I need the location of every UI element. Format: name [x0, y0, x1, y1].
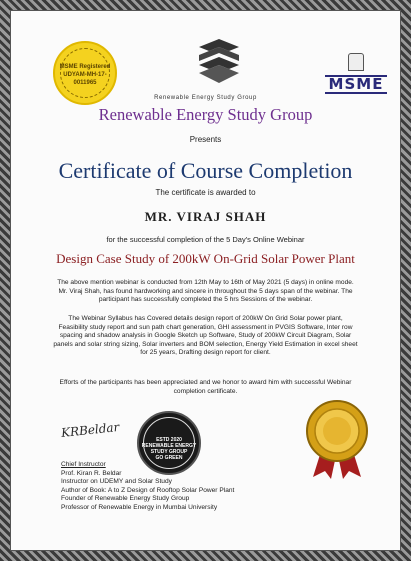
instructor-line: Author of Book: A to Z Design of Rooftop Solar Power Plant	[61, 486, 235, 494]
stamp-top-text: ESTD 2020	[156, 437, 182, 443]
logo-caption: Renewable Energy Study Group	[154, 95, 257, 101]
instructor-signature: KRBeldar	[60, 419, 120, 441]
gold-medal-icon	[299, 399, 375, 479]
seal-number: UDYAM-MH-17-0011965	[63, 72, 107, 86]
presents-text: Presents	[189, 135, 222, 144]
instructor-details	[61, 461, 234, 513]
certificate-panel	[10, 10, 401, 551]
msme-logo	[325, 53, 387, 101]
organization-name: Renewable Energy Study Group	[98, 105, 313, 124]
instructor-line: Founder of Renewable Energy Study Group	[61, 495, 190, 503]
emblem-icon	[348, 53, 364, 71]
seal-label: MSME Registered	[59, 64, 111, 70]
recipient-name: MR. VIRAJ SHAH	[144, 209, 267, 224]
completion-text: for the successful completion of the 5 Day's Online Webinar	[106, 235, 305, 244]
stamp-mid-text: RENEWABLE ENERGY STUDY GROUP	[141, 443, 197, 455]
instructor-line: Prof. Kiran R. Beldar	[61, 469, 122, 477]
study-group-logo	[191, 37, 247, 85]
syllabus-paragraph: The Webinar Syllabus has Covered details design report of 200kW On Grid Solar power plant, Feasibility study report and sun path chart generation, GHI assessment in PVGIS Software, Inter row spacing and shadow analysis in Google Sketch up Software, Study of 200kW Circuit Diagram, Solar panels and solar string sizing, Solar inverters and BOM selection, Energy Yield Estimation in excel sheet for 25 years, Drafting design report for client.	[53, 315, 358, 357]
certificate-content	[23, 23, 388, 538]
certificate-title: Certificate of Course Completion	[58, 158, 353, 183]
appreciation-paragraph: Efforts of the participants has been appreciated and we honor to award him with successful Webinar completion certificate.	[59, 379, 352, 395]
stamp-bottom-text: GO GREEN	[155, 455, 183, 461]
webinar-details-paragraph: The above mention webinar is conducted from 12th May to 16th of May 2021 (5 days) in online mode. Mr. Viraj Shah, has found hardworking and sincere in throughout the 5 days span of the webinar. The participant has successfully completed the 5 hrs Sessions of the webinar.	[57, 279, 354, 304]
instructor-line: Professor of Renewable Energy in Mumbai University	[61, 503, 218, 511]
awarded-text: The certificate is awarded to	[155, 188, 256, 197]
msme-wordmark: MSME	[325, 75, 387, 94]
instructor-line: Instructor on UDEMY and Solar Study	[61, 478, 172, 486]
course-title: Design Case Study of 200kW On-Grid Solar Power Plant	[56, 251, 355, 266]
instructor-heading: Chief Instructor	[61, 461, 106, 468]
